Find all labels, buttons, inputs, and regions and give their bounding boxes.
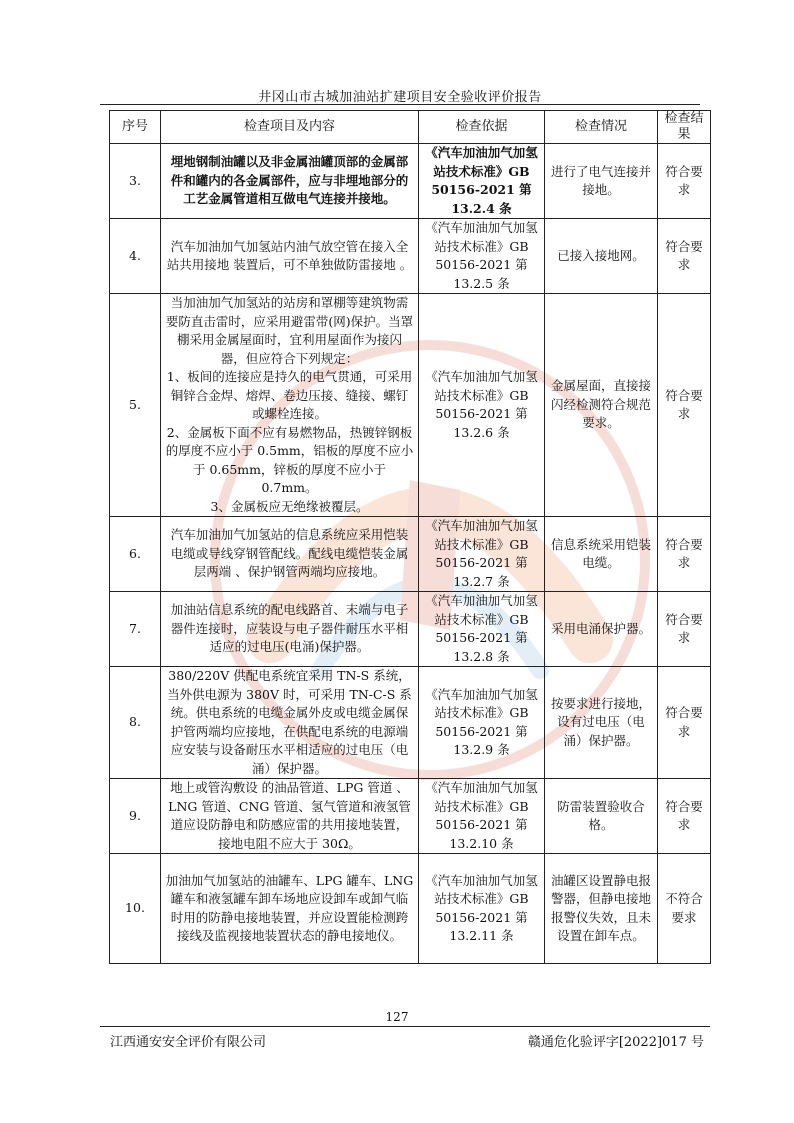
row-basis: 《汽车加油加气加氢站技术标准》GB 50156-2021 第 13.2.7 条 [419, 517, 545, 592]
row-basis: 《汽车加油加气加氢站技术标准》GB 50156-2021 第 13.2.4 条 [419, 144, 545, 219]
row-item [161, 294, 419, 517]
header-item: 检查项目及内容 [161, 111, 419, 144]
row-status: 采用电涌保护器。 [545, 592, 658, 667]
row-no: 8. [110, 667, 161, 779]
row-status: 进行了电气连接并接地。 [545, 144, 658, 219]
table-row [110, 144, 711, 219]
row-result: 符合要求 [658, 779, 711, 854]
row-basis: 《汽车加油加气加氢站技术标准》GB 50156-2021 第 13.2.8 条 [419, 592, 545, 667]
row-item-para-1: 1、板间的连接应是持久的电气贯通，可采用铜锌合金焊、熔焊、卷边压接、缝接、螺钉或螺栓连接。 [166, 369, 413, 421]
row-status: 已接入接地网。 [545, 219, 658, 294]
row-item: 380/220V 供配电系统宜采用 TN-S 系统，当外供电源为 380V 时，可采用 TN-C-S 系统。供电系统的电缆金属外皮或电缆金属保护管两端均应接地，在供配电系统的电源端应安装与设备耐压水平相适应的过电压（电涌）保护器。 [161, 667, 419, 779]
row-item: 汽车加油加气加氢站的信息系统应采用恺装电缆或导线穿钢管配线。配线电缆恺装金属层两端 、保护钢管两端均应接地。 [161, 517, 419, 592]
row-no: 9. [110, 779, 161, 854]
header-no: 序号 [110, 111, 161, 144]
table-row [110, 854, 711, 964]
page-number: 127 [385, 1010, 409, 1024]
row-result: 不符合要求 [658, 854, 711, 964]
row-item: 加油加气加氢站的油罐车、LPG 罐车、LNG 罐车和液氢罐车卸车场地应设卸车或卸气临时用的防静电接地装置，并应设置能检测跨接线及监视接地装置状态的静电接地仪。 [161, 854, 419, 964]
row-basis: 《汽车加油加气加氢站技术标准》GB 50156-2021 第 13.2.11 条 [419, 854, 545, 964]
row-basis: 《汽车加油加气加氢站技术标准》GB 50156-2021 第 13.2.9 条 [419, 667, 545, 779]
header-basis: 检查依据 [419, 111, 545, 144]
row-item-para-3: 3、金属板应无绝缘被覆层。 [210, 498, 369, 514]
row-status: 信息系统采用铠装电缆。 [545, 517, 658, 592]
row-item-para-0: 当加油加气加氢站的站房和罩棚等建筑物需要防直击雷时，应采用避雷带(网)保护。当罩棚采用金属屋面时，宜利用屋面作为接闪器，但应符合下列规定： [165, 295, 414, 366]
row-basis: 《汽车加油加气加氢站技术标准》GB 50156-2021 第 13.2.5 条 [419, 219, 545, 294]
row-no: 3. [110, 144, 161, 219]
row-no: 4. [110, 219, 161, 294]
table-header-row [110, 111, 711, 144]
row-item-para-2: 2、金属板下面不应有易燃物品，热镀锌钢板的厚度不应小于 0.5mm，铝板的厚度不应小于 0.65mm，锌板的厚度不应小于 0.7mm。 [165, 424, 414, 495]
row-status: 防雷装置验收合格。 [545, 779, 658, 854]
header-divider [100, 104, 700, 105]
footer-report-number: 赣通危化验评字[2022]017 号 [527, 1035, 704, 1050]
page-header-title: 井冈山市古城加油站扩建项目安全验收评价报告 [258, 90, 542, 105]
row-basis: 《汽车加油加气加氢站技术标准》GB 50156-2021 第 13.2.6 条 [419, 294, 545, 517]
inspection-table [109, 110, 711, 964]
row-result: 符合要求 [658, 667, 711, 779]
row-item: 汽车加油加气加氢站内油气放空管在接入全站共用接地 装置后，可不单独做防雷接地 。 [161, 219, 419, 294]
table-row [110, 667, 711, 779]
row-result: 符合要求 [658, 592, 711, 667]
row-item: 加油站信息系统的配电线路首、末端与电子器件连接时，应装设与电子器件耐压水平相适应的过电压(电涌)保护器。 [161, 592, 419, 667]
row-status: 按要求进行接地，设有过电压（电涌）保护器。 [545, 667, 658, 779]
table-row [110, 294, 711, 517]
table-row [110, 592, 711, 667]
table-row [110, 219, 711, 294]
row-item: 埋地钢制油罐以及非金属油罐顶部的金属部件和罐内的各金属部件，应与非埋地部分的工艺金属管道相互做电气连接并接地。 [161, 144, 419, 219]
row-status: 金属屋面，直接接闪经检测符合规范要求。 [545, 294, 658, 517]
row-no: 5. [110, 294, 161, 517]
row-result: 符合要求 [658, 517, 711, 592]
row-result: 符合要求 [658, 144, 711, 219]
row-result: 符合要求 [658, 294, 711, 517]
footer-divider [100, 1026, 710, 1027]
row-item: 地上或管沟敷设 的油品管道、LPG 管道 、LNG 管道、CNG 管道、氢气管道和液氢管道应设防静电和防感应雷的共用接地装置，接地电阻不应大于 30Ω。 [161, 779, 419, 854]
row-result: 符合要求 [658, 219, 711, 294]
row-no: 7. [110, 592, 161, 667]
row-no: 6. [110, 517, 161, 592]
row-no: 10. [110, 854, 161, 964]
footer-company: 江西通安安全评价有限公司 [110, 1035, 267, 1050]
row-basis: 《汽车加油加气加氢站技术标准》GB 50156-2021 第 13.2.10 条 [419, 779, 545, 854]
header-result: 检查结果 [658, 111, 711, 144]
table-row [110, 779, 711, 854]
table-row [110, 517, 711, 592]
header-status: 检查情况 [545, 111, 658, 144]
row-status: 油罐区设置静电报警器，但静电接地报警仪失效，且未设置在卸车点。 [545, 854, 658, 964]
